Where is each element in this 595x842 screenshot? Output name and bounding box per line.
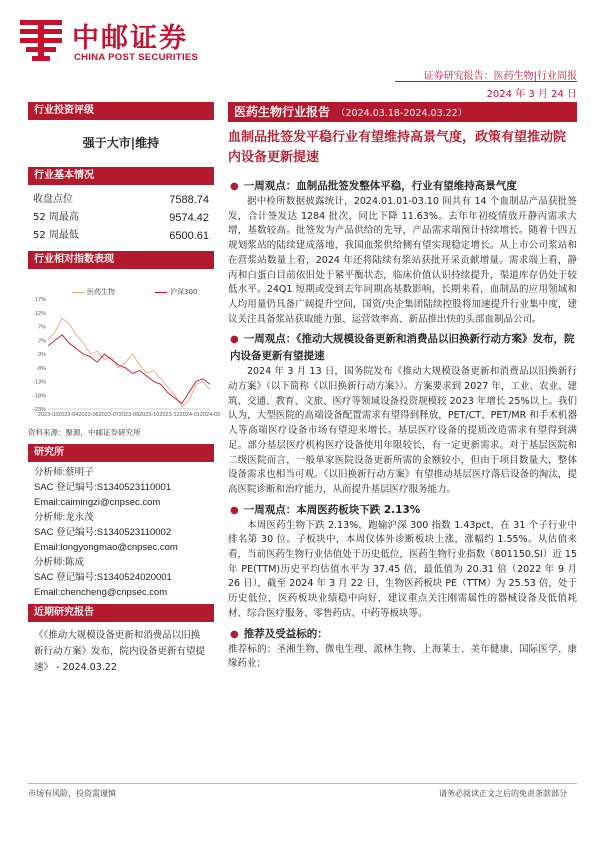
x-tick-label: 2023-10 xyxy=(139,412,160,418)
x-tick-label: 2023-07 xyxy=(98,412,119,418)
x-tick-label: 2024-01 xyxy=(179,412,200,418)
x-tick-label: 2023-04 xyxy=(58,412,79,418)
analyst-email[interactable]: Email:longyongmao@cnpsec.com xyxy=(34,542,178,553)
report-title-bar xyxy=(228,102,577,122)
bullet-icon: ● xyxy=(230,628,239,640)
brand-logo xyxy=(18,14,238,70)
section-paragraph: 本周医药生物下跌 2.13%，跑输沪深 300 指数 1.43pct，在 31 个子行业中排名第 30 位。子板块中，本周仪体外诊断板块上涨，涨幅约 1.55%。从估值来看，当前医药生物行业估值处于历史低位，医药生物行业指数（801150.SI）近 15 年 PE(TTM)历史平均估值水平为 37.45 倍，最低值为 20.31 倍（2022 年 9 月 26 日），截至 2024 年 3 月 22 日，生物医药板块 PE（TTM）为 25.53 倍，处于历史低位，医药板块业绩稳中向好，建议重点关注刚需属性的器械设备及低值耗材、综合医疗服务、零售药店、中药等板块等。 xyxy=(228,519,577,619)
x-tick-label: 2024-03 xyxy=(199,412,221,418)
brand-name-en: CHINA POST SECURITIES xyxy=(74,52,199,63)
legend-label: 医药生物 xyxy=(87,288,115,296)
y-tick-label: -13% xyxy=(33,379,46,386)
report-date: 2024 年 3 月 24 日 xyxy=(486,89,577,100)
report-title: 医药生物行业报告 xyxy=(234,105,331,119)
bullet-icon: ● xyxy=(230,504,239,516)
basics-value: 9574.42 xyxy=(169,212,209,224)
chart-legend xyxy=(72,287,197,297)
chart-section-title: 行业相对指数表现 xyxy=(28,251,214,269)
basics-label: 收盘点位 xyxy=(33,194,73,205)
basics-value: 6500.61 xyxy=(169,230,209,242)
analyst-email[interactable]: Email:chencheng@cnpsec.com xyxy=(34,587,168,598)
x-tick-label: 2023-03 xyxy=(37,412,59,418)
y-tick-label: 7% xyxy=(38,324,46,331)
section-heading: ● 一周观点：血制品批签发整体平稳，行业有望维持高景气度 xyxy=(230,180,517,192)
analyst-line: 分析师:蔡明子 xyxy=(34,467,94,478)
recommend-list: 推荐标的：圣湘生物、微电生理、派林生物、上海莱士、美年健康、国际医学、康缘药业； xyxy=(228,643,577,670)
legend-item xyxy=(72,287,115,297)
relative-index-chart xyxy=(28,271,221,423)
x-tick-label: 2023-06 xyxy=(78,412,99,418)
report-range: （2024.03.18-2024.03.22） xyxy=(336,108,468,119)
basics-row xyxy=(28,191,214,209)
footer-disclaimer: 请务必阅读正文之后的免责条款部分 xyxy=(439,789,567,798)
section-paragraph: 据中检所数据披露统计，2024.01.01-03.10 间共有 14 个血制品产品获批签发，合计签发达 1284 批次，同比下降 11.63%。去年年初疫情放开静丙需求大增，基数较高。批签发为产品供给的先导，产品需求端预计持续增长。随着十四五规划浆站的陆续建成落地，我国血浆供给侧有望实现稳定增长。从上市公司浆站和在营浆站数量上看，2024 年还将陆续有浆站获批开采贡献增量。需求端上看，静丙和白蛋白目前依旧处于紧平衡状态，临床价值认识持续提升，渠道库存仍处于较低水平。24Q1 短期或受到去年同期高基数影响，长期来看，血制品的应用领域和人均用量仍具备广阔提升空间，国资/央企集团陆续控股将加速提升行业集中度，建议关注具备浆站获取能力强、运营效率高、新品推出快的头部血制品公司。 xyxy=(228,196,577,325)
x-tick-label: 2023-12 xyxy=(159,412,180,418)
report-headline: 血制品批签发平稳行业有望维持高景气度，政策有望推动院内设备更新提速 xyxy=(228,130,567,165)
analyst-email[interactable]: Email:caimingzi@cnpsec.com xyxy=(34,497,161,508)
basics-section-title: 行业基本情况 xyxy=(28,167,214,185)
y-tick-label: 12% xyxy=(34,310,46,317)
section-heading: ● 推荐及受益标的： xyxy=(230,627,328,640)
analyst-line: SAC 登记编号:S1340524020001 xyxy=(34,572,172,583)
section-paragraph: 2024 年 3 月 13 日，国务院发布《推动大规模设备更新和消费品以旧换新行动方案》（以下简称《以旧换新行动方案》）。方案要求到 2027 年，工业、农业、建筑、交通、教育、文旅、医疗等领域设备投资规模较 2023 年增长 25%以上。我们认为，大型医院的高端设备配置需求有望得到释放，PET/CT、PET/MR 和手术机器人等高端医疗设备市场有望迎来增长。基层医疗设备的提质改造需求有望得到满足。部分基层医疗机构医疗设备使用年限较长，有一定更新需求。对于基层医院和二级医院而言，一般单家医院设备更新所需的金额较小，但由于项目数量大，整体设备需求也相当可观。《以旧换新行动方案》有望推动基层医疗落后设备的淘汰，提高医院诊断和治疗能力，从而提升基层医疗服务能力。 xyxy=(228,366,577,495)
basics-list xyxy=(28,185,214,245)
china-post-emblem-icon xyxy=(18,16,64,62)
basics-label: 52 周最低 xyxy=(33,230,79,241)
y-tick-label: 2% xyxy=(38,338,46,345)
analyst-list xyxy=(28,462,214,604)
series-line xyxy=(48,335,210,404)
basics-value: 7588.74 xyxy=(169,194,209,206)
basics-row xyxy=(28,227,214,245)
x-tick-label: 2023-09 xyxy=(118,412,140,418)
sidebar xyxy=(28,102,221,682)
bullet-icon: ● xyxy=(230,181,239,192)
basics-row xyxy=(28,209,214,227)
basics-label: 52 周最高 xyxy=(33,212,79,223)
y-tick-label: -18% xyxy=(33,393,46,400)
bullet-icon: ● xyxy=(230,334,239,346)
recent-section-title: 近期研究报告 xyxy=(28,604,214,622)
chart-source: 资料来源：聚源，中邮证券研究所 xyxy=(28,428,141,437)
section-heading: ● 一周观点：《推动大规模设备更新和消费品以旧换新行动方案》发布，院内设备更新有望提速 xyxy=(230,333,575,363)
footer-divider xyxy=(28,783,577,784)
industry-rating: 强于大市|维持 xyxy=(82,136,160,150)
y-tick-label: -8% xyxy=(36,365,46,372)
y-tick-label: 17% xyxy=(34,297,46,303)
legend-item xyxy=(155,287,197,297)
analyst-line: 分析师:陈成 xyxy=(34,557,85,568)
rating-section-title: 行业投资评级 xyxy=(28,102,214,120)
main-content xyxy=(228,102,577,672)
brand-name-cn: 中邮证券 xyxy=(72,23,188,54)
footer-risk: 市场有风险，投资需谨慎 xyxy=(28,789,116,798)
y-tick-label: -23% xyxy=(33,407,46,413)
series-line xyxy=(48,318,210,406)
recent-report-link[interactable]: 《《推动大规模设备更新和消费品以旧换新行动方案》发布，院内设备更新有望提速》 - 2024.03.22 xyxy=(34,630,206,673)
analyst-line: SAC 登记编号:S1340523110002 xyxy=(34,527,172,538)
legend-label: 沪深300 xyxy=(170,288,198,296)
y-tick-label: -3% xyxy=(36,352,46,358)
section-heading: ● 一周观点：本周医药板块下跌 2.13% xyxy=(230,503,421,516)
report-type-tag: 证券研究报告：医药生物|行业周报 xyxy=(423,71,577,82)
header-divider xyxy=(395,81,577,82)
research-section-title: 研究所 xyxy=(28,444,214,462)
analyst-line: SAC 登记编号:S1340523110001 xyxy=(34,482,172,493)
analyst-line: 分析师:龙永茂 xyxy=(34,512,94,523)
